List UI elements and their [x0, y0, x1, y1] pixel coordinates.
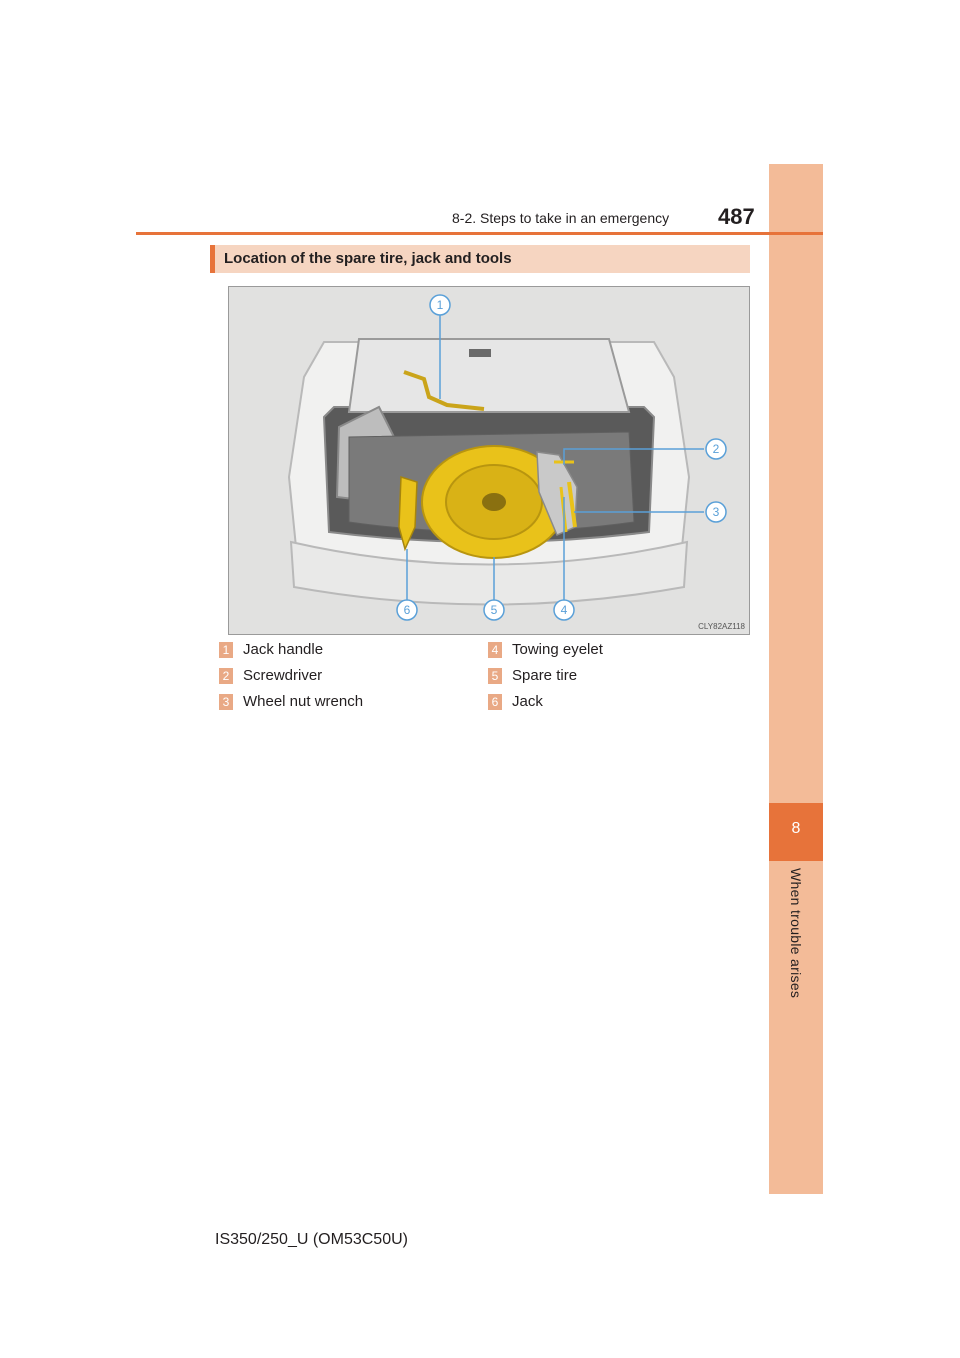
spare-tire-hub — [482, 493, 506, 511]
legend-number: 6 — [488, 694, 502, 710]
chapter-label: When trouble arises — [788, 868, 804, 999]
callout-2: 2 — [712, 442, 720, 456]
legend-label: Spare tire — [512, 667, 578, 684]
legend-number: 5 — [488, 668, 502, 684]
legend-number: 1 — [219, 642, 233, 658]
callout-5: 5 — [490, 603, 498, 617]
callout-4: 4 — [560, 603, 568, 617]
chapter-tab — [769, 164, 823, 1194]
legend-label: Jack — [512, 693, 543, 710]
deck-handle — [469, 349, 491, 357]
legend-label: Jack handle — [243, 641, 324, 658]
callout-6: 6 — [403, 603, 411, 617]
callout-3: 3 — [712, 505, 720, 519]
header-divider — [136, 232, 823, 235]
section-title-accent — [210, 245, 215, 273]
footer-model-code: IS350/250_U (OM53C50U) — [215, 1231, 408, 1248]
image-code: CLY82AZ118 — [698, 622, 745, 631]
page-number: 487 — [718, 204, 755, 229]
chapter-number: 8 — [791, 820, 801, 837]
legend-label: Towing eyelet — [512, 641, 603, 658]
legend-label: Wheel nut wrench — [243, 693, 364, 710]
trunk-illustration-svg — [229, 287, 749, 634]
section-title: Location of the spare tire, jack and tools — [224, 250, 512, 267]
section-heading: 8-2. Steps to take in an emergency — [452, 210, 670, 226]
legend-number: 3 — [219, 694, 233, 710]
legend-number: 4 — [488, 642, 502, 658]
trunk-illustration — [228, 286, 750, 635]
callout-1: 1 — [436, 298, 444, 312]
legend-label: Screwdriver — [243, 667, 323, 684]
legend-number: 2 — [219, 668, 233, 684]
